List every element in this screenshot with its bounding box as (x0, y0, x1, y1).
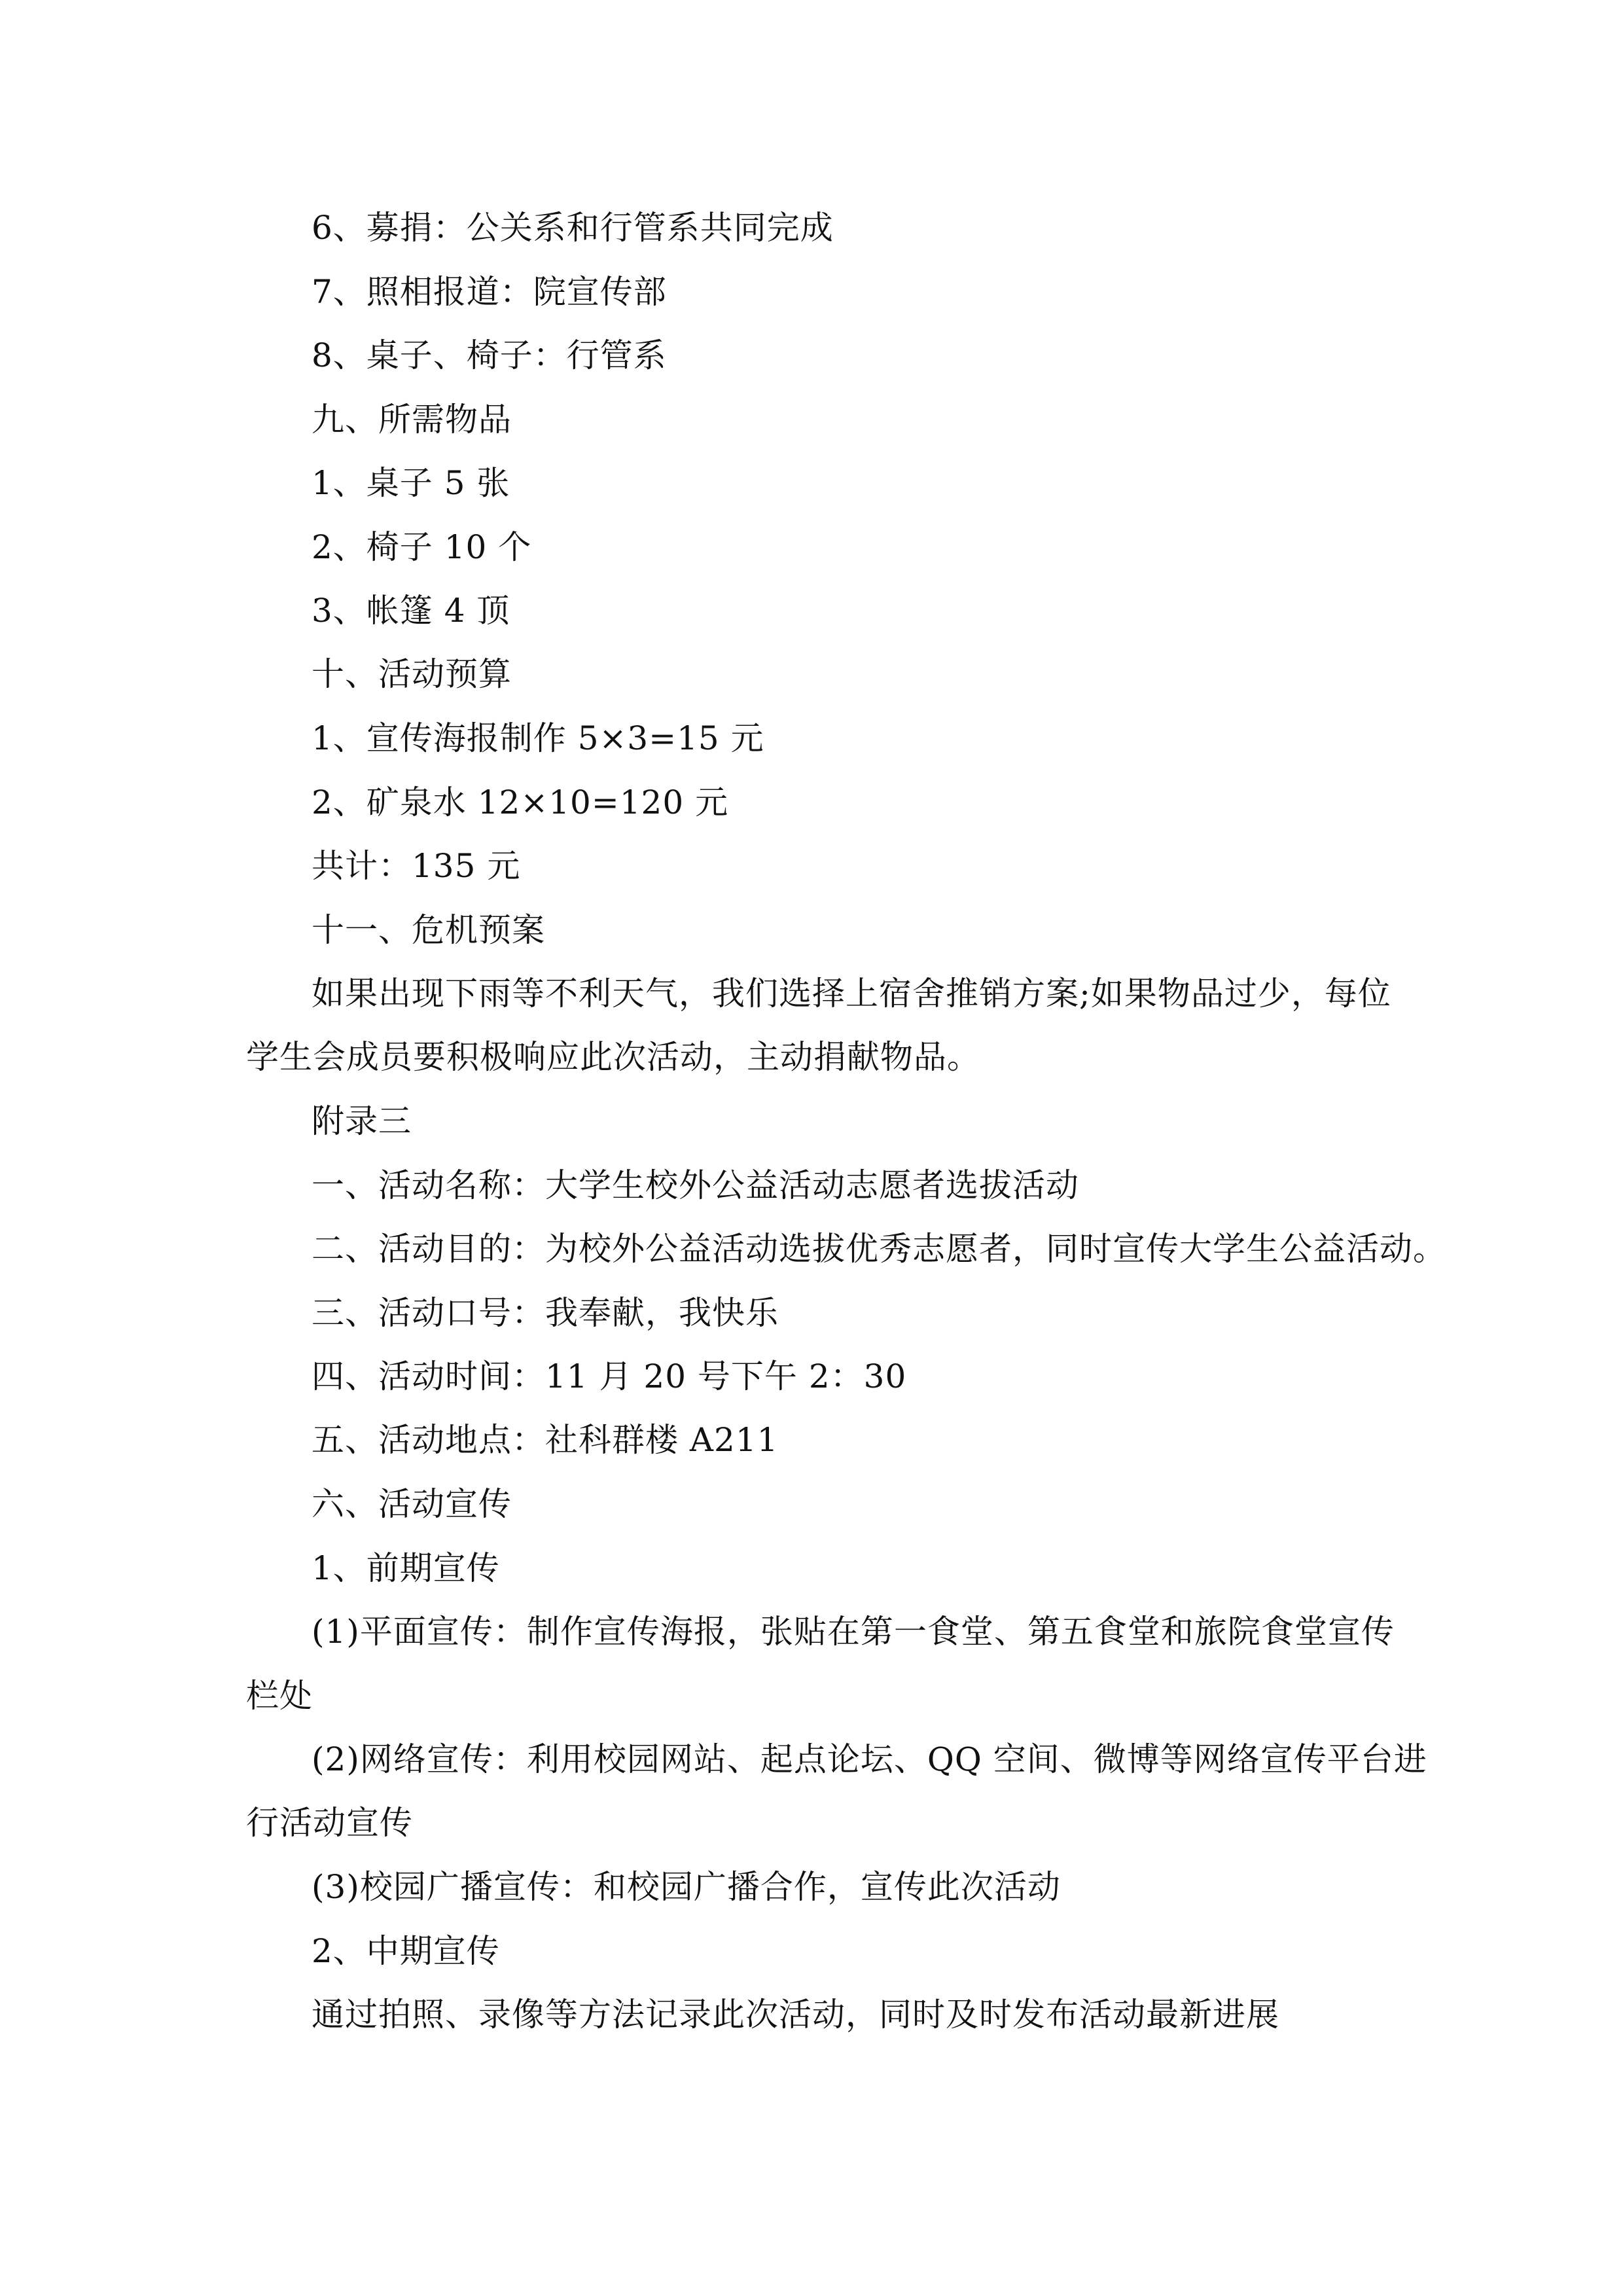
text-line: 五、活动地点：社科群楼 A211 (312, 1421, 779, 1459)
text-line: 7、照相报道：院宣传部 (312, 273, 667, 311)
text-line: 三、活动口号：我奉献，我快乐 (312, 1294, 779, 1332)
paragraph-line: (1)平面宣传：制作宣传海报，张贴在第一食堂、第五食堂和旅院食堂宣传 (312, 1613, 1395, 1651)
paragraph-line: (2)网络宣传：利用校园网站、起点论坛、QQ 空间、微博等网络宣传平台进 (312, 1740, 1427, 1778)
text-line: 共计：135 元 (312, 847, 521, 885)
section-heading: 十、活动预算 (312, 655, 512, 693)
paragraph-line: 栏处 (246, 1677, 313, 1715)
text-line: 1、宣传海报制作 5×3=15 元 (312, 719, 764, 757)
text-line: 1、前期宣传 (312, 1549, 500, 1587)
section-heading: 十一、危机预案 (312, 911, 545, 949)
text-line: 四、活动时间：11 月 20 号下午 2：30 (312, 1357, 907, 1395)
text-line: 3、帐篷 4 顶 (312, 592, 510, 630)
paragraph-line: 行活动宣传 (246, 1804, 413, 1842)
section-heading: 九、所需物品 (312, 401, 512, 439)
text-line: 2、矿泉水 12×10=120 元 (312, 783, 729, 821)
text-line: 一、活动名称：大学生校外公益活动志愿者选拔活动 (312, 1166, 1079, 1204)
text-line: 1、桌子 5 张 (312, 464, 510, 502)
text-line: 6、募捐：公关系和行管系共同完成 (312, 209, 834, 247)
paragraph-line: 学生会成员要积极响应此次活动，主动捐献物品。 (246, 1038, 980, 1076)
text-line: (3)校园广播宣传：和校园广播合作，宣传此次活动 (312, 1868, 1061, 1906)
text-line: 2、椅子 10 个 (312, 528, 532, 566)
appendix-heading: 附录三 (312, 1102, 412, 1140)
text-line: 2、中期宣传 (312, 1932, 500, 1970)
text-line: 8、桌子、椅子：行管系 (312, 336, 667, 374)
text-line: 二、活动目的：为校外公益活动选拔优秀志愿者，同时宣传大学生公益活动。 (312, 1230, 1446, 1268)
section-heading: 六、活动宣传 (312, 1485, 512, 1523)
paragraph-line: 如果出现下雨等不利天气，我们选择上宿舍推销方案;如果物品过少，每位 (312, 975, 1391, 1013)
text-line: 通过拍照、录像等方法记录此次活动，同时及时发布活动最新进展 (312, 1996, 1279, 2034)
